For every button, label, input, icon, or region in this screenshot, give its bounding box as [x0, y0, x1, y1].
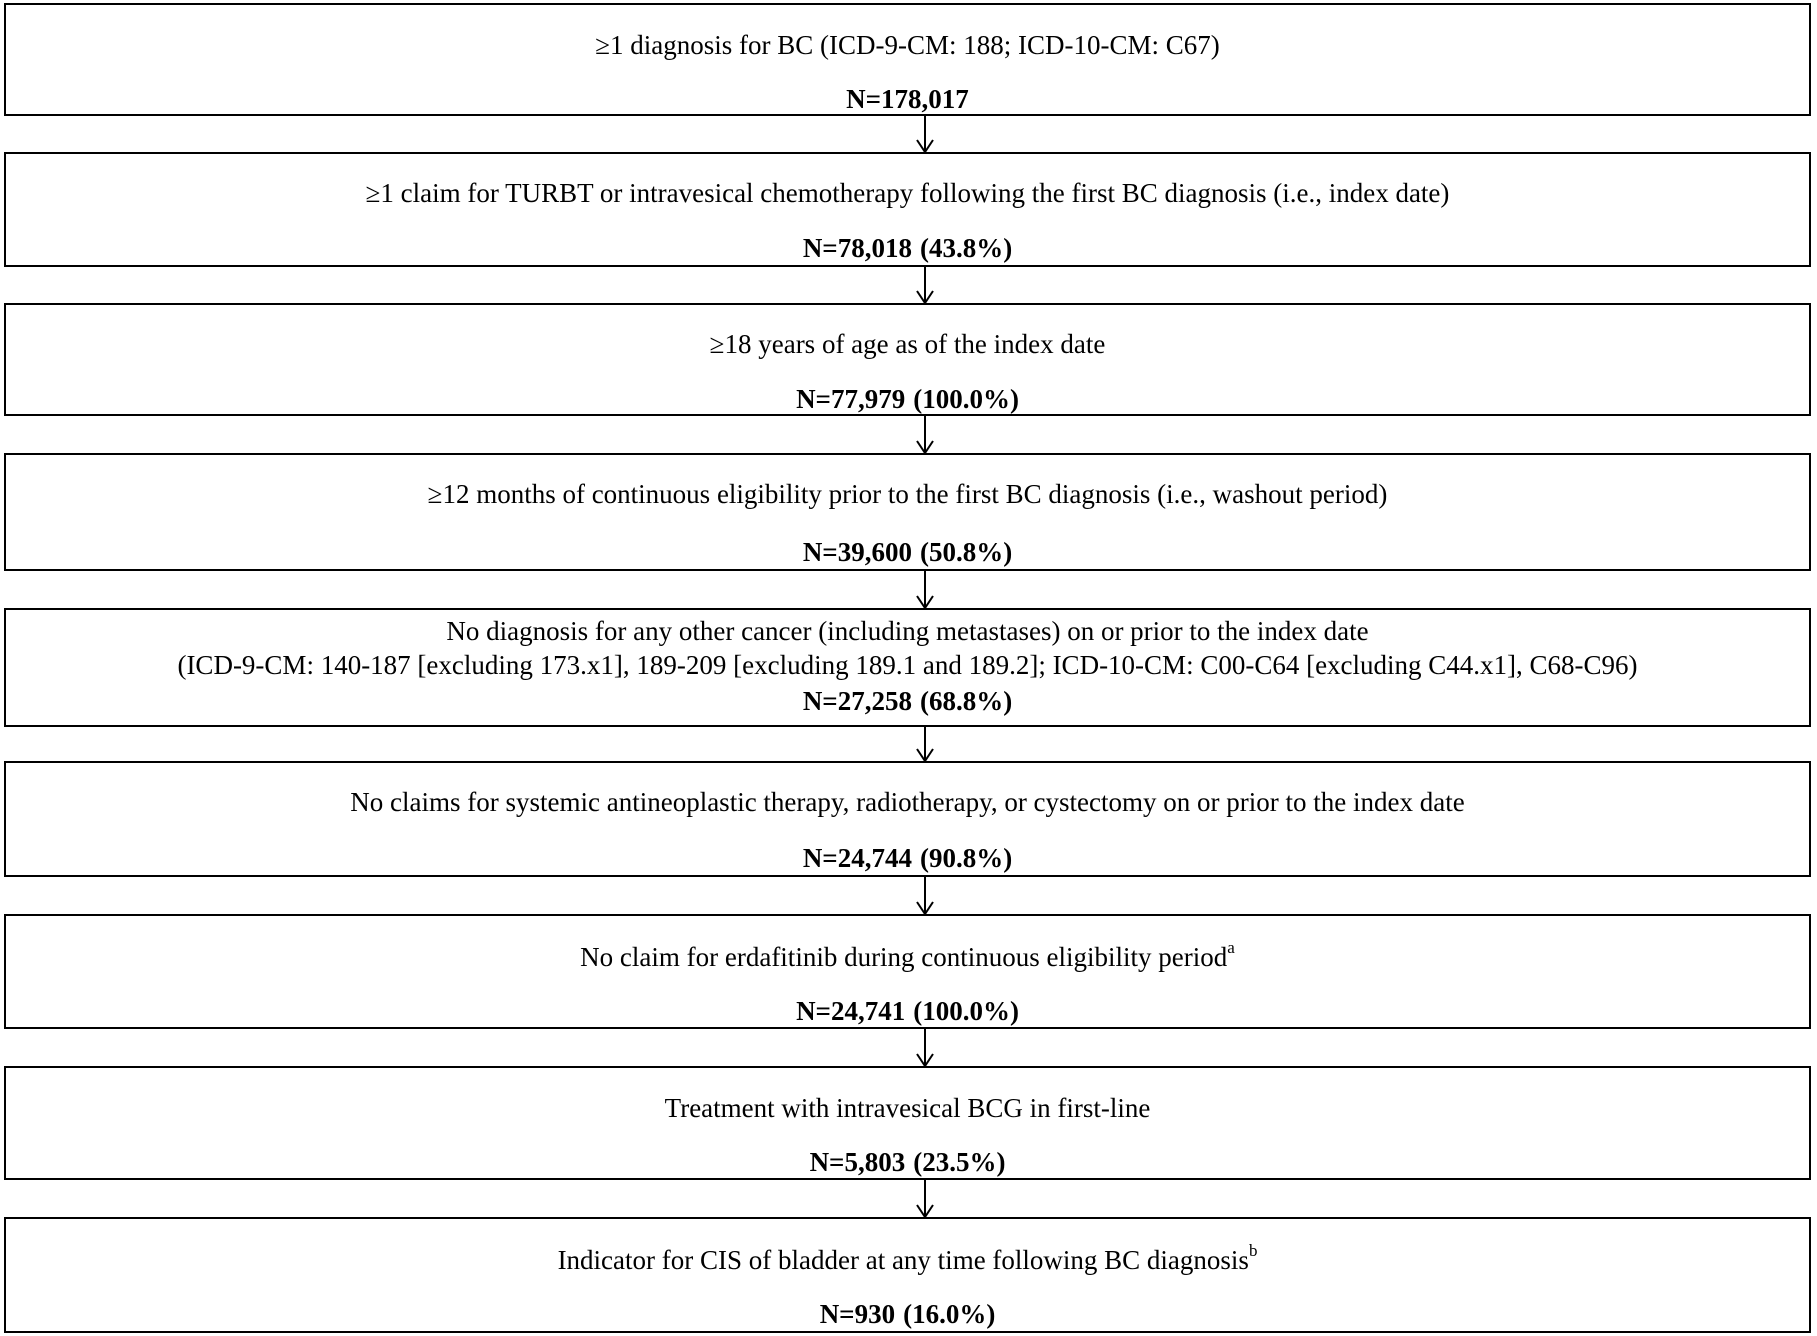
step-criterion: Indicator for CIS of bladder at any time following BC diagnosis$^b$ [557, 1241, 1258, 1275]
step-box-prior-treatment [4, 761, 1811, 877]
step-criterion: No claims for systemic antineoplastic therapy, radiotherapy, or cystectomy on or prior to the index date [350, 787, 1465, 817]
step-box-turbt [4, 152, 1811, 267]
arrow-head-icon [916, 440, 934, 454]
step-box-diagnosis [4, 3, 1811, 116]
arrow-head-icon [916, 595, 934, 609]
arrow-head-icon [916, 139, 934, 153]
arrow-head-icon [916, 1204, 934, 1218]
step-box-bcg [4, 1066, 1811, 1180]
step-count: N=78,018 (43.8%) [802, 233, 1013, 263]
step-criterion: ≥18 years of age as of the index date [709, 329, 1106, 359]
step-criterion: ≥1 diagnosis for BC (ICD-9-CM: 188; ICD-10-CM: C67) [595, 30, 1220, 60]
arrow-head-icon [916, 748, 934, 762]
step-count: N=27,258 (68.8%) [802, 686, 1013, 716]
step-criterion: No claim for erdafitinib during continuous eligibility period$^a$ [580, 938, 1235, 972]
footnote-marker: a [1227, 938, 1235, 957]
step-criterion-codes: (ICD-9-CM: 140-187 [excluding 173.x1], 189-209 [excluding 189.1 and 189.2]; ICD-10-CM: C00-C64 [excluding C44.x1], C68-C96) [177, 650, 1638, 680]
step-box-age [4, 303, 1811, 416]
step-count: N=930 (16.0%) [819, 1299, 996, 1329]
step-count: N=24,741 (100.0%) [796, 996, 1019, 1026]
step-box-cis [4, 1217, 1811, 1333]
arrow-head-icon [916, 290, 934, 304]
step-criterion: ≥12 months of continuous eligibility prior to the first BC diagnosis (i.e., washout period) [427, 479, 1388, 509]
arrow-head-icon [916, 1053, 934, 1067]
step-criterion: ≥1 claim for TURBT or intravesical chemotherapy following the first BC diagnosis (i.e., index date) [365, 178, 1450, 208]
step-count: N=5,803 (23.5%) [809, 1147, 1006, 1177]
step-count: N=178,017 [846, 84, 969, 114]
step-criterion: No diagnosis for any other cancer (including metastases) on or prior to the index date [446, 616, 1369, 646]
step-box-other-cancer [4, 608, 1811, 727]
step-criterion: Treatment with intravesical BCG in first-line [664, 1093, 1151, 1123]
arrow-head-icon [916, 901, 934, 915]
step-box-eligibility [4, 453, 1811, 571]
step-count: N=39,600 (50.8%) [802, 537, 1013, 567]
step-count: N=24,744 (90.8%) [802, 843, 1013, 873]
step-count: N=77,979 (100.0%) [796, 384, 1019, 414]
step-box-erdafitinib [4, 914, 1811, 1029]
footnote-marker: b [1248, 1241, 1258, 1260]
